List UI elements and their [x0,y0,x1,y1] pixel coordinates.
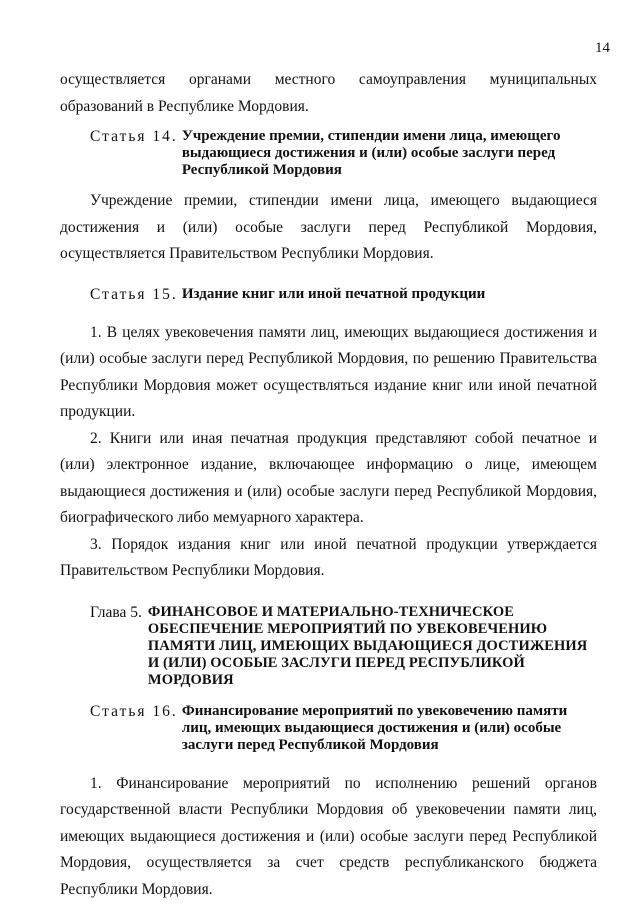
article-15-heading [90,286,597,303]
article-label: Статья 16. [90,702,178,720]
chapter-label: Глава 5. [90,603,142,621]
paragraph-article-16-item-1: 1. Финансирование мероприятий по исполнению решений органов государственной власти Республики Мордовия об увековечении памяти лиц, имеющих выдающиеся достижения и (или) особые заслуги перед Республикой Мордовия, осуществляется за счет средств республиканского бюджета Республики Мордовия. [60,774,597,898]
document-body [60,67,597,903]
article-14-heading [90,128,597,179]
paragraph-article-15-item-2: 2. Книги или иная печатная продукция представляют собой печатное и (или) электронное издание, включающее информацию о лице, имеющем выдающиеся достижения и (или) особые заслуги перед Республикой Мордовия, биографического либо мемуарного характера. [60,429,597,526]
article-title: Издание книг или иной печатной продукции [181,285,486,302]
article-title: Финансирование мероприятий по увековечению памяти лиц, имеющих выдающиеся достижения и (или) особые заслуги перед Республикой Мордовия [181,702,568,753]
paragraph-article-15-item-1: 1. В целях увековечения памяти лиц, имеющих выдающиеся достижения и (или) особые заслуги перед Республикой Мордовия, по решению Правительства Республики Мордовия может осуществляться издание книг или иной печатной продукции. [60,323,597,420]
paragraph-continuation: осуществляется органами местного самоуправления муниципальных образований в Республике Мордовия. [60,71,597,115]
article-label: Статья 14. [90,128,178,145]
paragraph-article-15-item-3: 3. Порядок издания книг или иной печатной продукции утверждается Правительством Республики Мордовия. [60,535,597,579]
chapter-title: ФИНАНСОВОЕ И МАТЕРИАЛЬНО-ТЕХНИЧЕСКОЕ ОБЕСПЕЧЕНИЕ МЕРОПРИЯТИЙ ПО УВЕКОВЕЧЕНИЮ ПАМЯТИ ЛИЦ, ИМЕЮЩИХ ВЫДАЮЩИЕСЯ ДОСТИЖЕНИЯ И (ИЛИ) ОСОБЫЕ ЗАСЛУГИ ПЕРЕД РЕСПУБЛИКОЙ МОРДОВИЯ [147,603,588,688]
article-title: Учреждение премии, стипендии имени лица, имеющего выдающиеся достижения и (или) особые заслуги перед Республикой Мордовия [181,128,561,178]
paragraph-article-14: Учреждение премии, стипендии имени лица, имеющего выдающиеся достижения и (или) особые заслуги перед Республикой Мордовия, осуществляется Правительством Республики Мордовия. [60,192,597,262]
article-16-heading [90,703,597,754]
chapter-5-heading [90,604,597,689]
page-number: 14 [595,40,610,56]
article-label: Статья 15. [90,285,178,303]
